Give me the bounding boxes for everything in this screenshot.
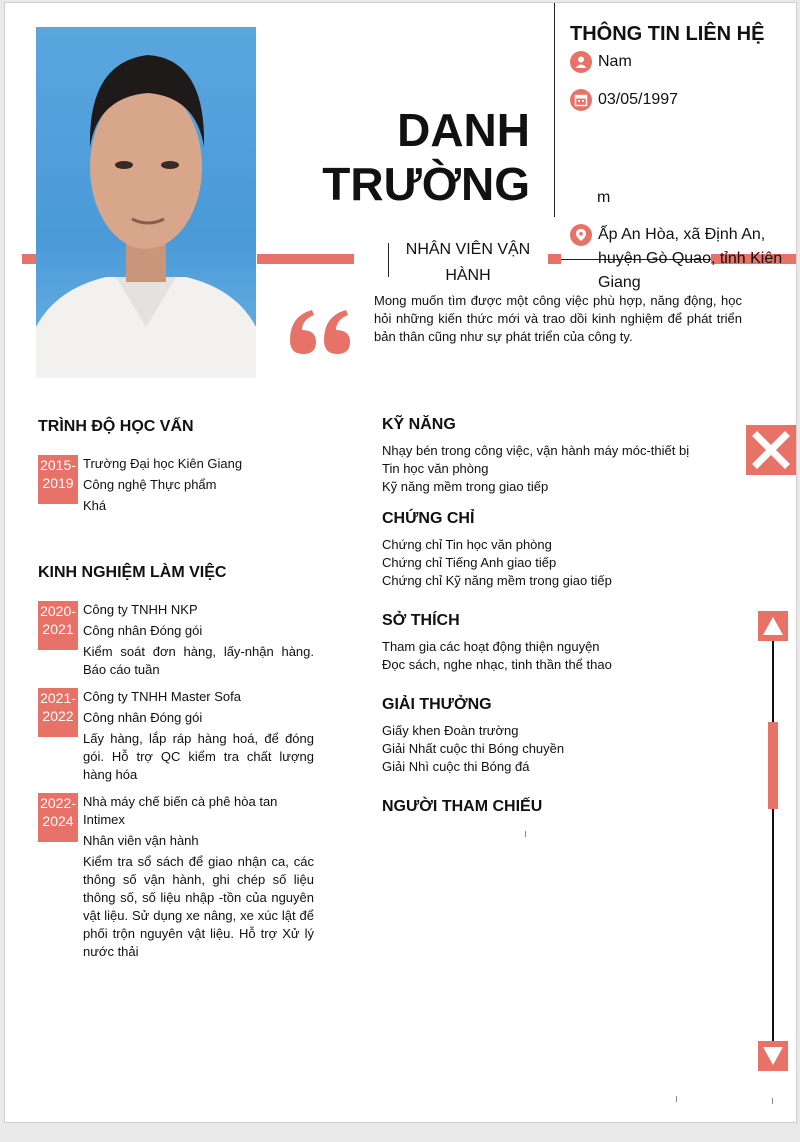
scroll-up-button[interactable] <box>758 611 788 641</box>
calendar-icon <box>570 89 592 111</box>
hobbies-title: SỞ THÍCH <box>382 612 460 629</box>
scroll-thumb[interactable] <box>768 722 778 809</box>
location-pin-icon <box>570 224 592 246</box>
candidate-name <box>322 103 530 211</box>
bottom-tick-right <box>772 1098 773 1104</box>
experience-years-text: 2021- 2022 <box>40 690 76 724</box>
education-entry <box>38 455 318 511</box>
contact-stray-text: m <box>597 189 611 206</box>
experience-years <box>38 793 78 842</box>
certificates-title: CHỨNG CHỈ <box>382 510 475 527</box>
experience-description: Lấy hàng, lắp ráp hàng hoá, để đóng gói. Hỗ trợ QC kiểm tra chất lượng hàng hóa <box>83 731 314 782</box>
name-line-1: DANH <box>397 104 530 156</box>
arrow-up-icon <box>758 611 788 641</box>
job-title: NHÂN VIÊN VẬN HÀNH <box>405 241 531 284</box>
contact-divider <box>554 3 555 217</box>
education-school: Trường Đại học Kiên Giang <box>83 456 243 471</box>
scroll-down-button[interactable] <box>758 1041 788 1071</box>
award-item: Giải Nhất cuộc thi Bóng chuyền <box>382 741 565 756</box>
certificate-item: Chứng chỉ Kỹ năng mềm trong giao tiếp <box>382 573 612 588</box>
experience-description: Kiểm tra sổ sách để giao nhận ca, các thông số vận hành, ghi chép số liệu thông số, số liệu nhập -tồn của nguyên vật liệu. Sử dụng xe nâng, xe xúc lật để phối trộn nguyên vật liệu. Hỗ trợ Xử lý nước thải <box>83 854 314 959</box>
skill-item: Kỹ năng mềm trong giao tiếp <box>382 479 549 494</box>
dob-value: 03/05/1997 <box>598 91 679 108</box>
experience-entry <box>38 688 318 788</box>
experience-role: Công nhân Đóng gói <box>83 623 203 638</box>
address-value: Ấp An Hòa, xã Định An, huyện Gò Quao, tỉnh Kiên Giang <box>598 226 783 291</box>
references-title: NGƯỜI THAM CHIẾU <box>382 798 543 815</box>
person-portrait-icon <box>36 27 256 378</box>
experience-role: Nhân viên vận hành <box>83 833 199 848</box>
person-icon <box>570 51 592 73</box>
certificate-item: Chứng chỉ Tiếng Anh giao tiếp <box>382 555 557 570</box>
award-item: Giấy khen Đoàn trường <box>382 723 519 738</box>
experience-company: Công ty TNHH Master Sofa <box>83 689 241 704</box>
references-tick <box>525 831 526 837</box>
bottom-tick-left <box>676 1096 677 1102</box>
name-line-2: TRƯỜNG <box>322 158 530 210</box>
career-objective: Mong muốn tìm được một công việc phù hợp, năng động, học hỏi những kiến thức mới và trao dồi kinh nghiệm để phát triển bản thân cũng như sự phát triển của công ty. <box>374 293 742 344</box>
experience-company: Công ty TNHH NKP <box>83 602 198 617</box>
profile-photo <box>36 27 256 378</box>
skill-item: Nhạy bén trong công việc, vận hành máy móc-thiết bị <box>382 443 690 458</box>
close-icon <box>746 425 796 475</box>
experience-years-text: 2020- 2021 <box>40 603 76 637</box>
awards-list <box>382 722 564 776</box>
awards-title: GIẢI THƯỞNG <box>382 696 492 713</box>
skill-item: Tin học văn phòng <box>382 461 489 476</box>
cv-page <box>4 2 797 1123</box>
contact-address <box>570 223 788 295</box>
experience-years-text: 2022- 2024 <box>40 795 76 829</box>
gender-value: Nam <box>598 53 632 70</box>
education-years <box>38 455 78 504</box>
accent-bar-right-small <box>548 254 561 264</box>
hobby-item: Đọc sách, nghe nhạc, tinh thần thể thao <box>382 657 612 672</box>
contact-gender <box>570 50 632 74</box>
accent-bar-left <box>22 254 36 264</box>
education-years-text: 2015- 2019 <box>40 457 76 491</box>
certificates-list <box>382 536 612 590</box>
skills-list <box>382 442 689 496</box>
accent-bar-mid <box>257 254 354 264</box>
experience-entry <box>38 601 318 681</box>
experience-years <box>38 688 78 737</box>
contact-dob <box>570 88 678 112</box>
experience-role: Công nhân Đóng gói <box>83 710 203 725</box>
certificate-item: Chứng chỉ Tin học văn phòng <box>382 537 552 552</box>
hobbies-list <box>382 638 612 674</box>
arrow-down-icon <box>758 1041 788 1071</box>
experience-title: KINH NGHIỆM LÀM VIỆC <box>38 564 227 581</box>
education-grade: Khá <box>83 498 107 513</box>
experience-years <box>38 601 78 650</box>
experience-entry <box>38 793 318 963</box>
experience-description: Kiểm soát đơn hàng, lấy-nhận hàng. Báo cáo tuần <box>83 644 314 677</box>
education-major: Công nghệ Thực phẩm <box>83 477 217 492</box>
close-button[interactable] <box>746 425 796 475</box>
quote-icon <box>288 308 354 361</box>
job-title-divider <box>388 243 389 277</box>
experience-company: Nhà máy chế biến cà phê hòa tan Intimex <box>83 794 278 827</box>
award-item: Giải Nhì cuộc thi Bóng đá <box>382 759 530 774</box>
skills-title: KỸ NĂNG <box>382 416 456 433</box>
education-title: TRÌNH ĐỘ HỌC VẤN <box>38 418 194 435</box>
hobby-item: Tham gia các hoạt động thiện nguyện <box>382 639 600 654</box>
scroll-track[interactable] <box>772 641 774 1041</box>
contact-title: THÔNG TIN LIÊN HỆ <box>570 23 765 45</box>
